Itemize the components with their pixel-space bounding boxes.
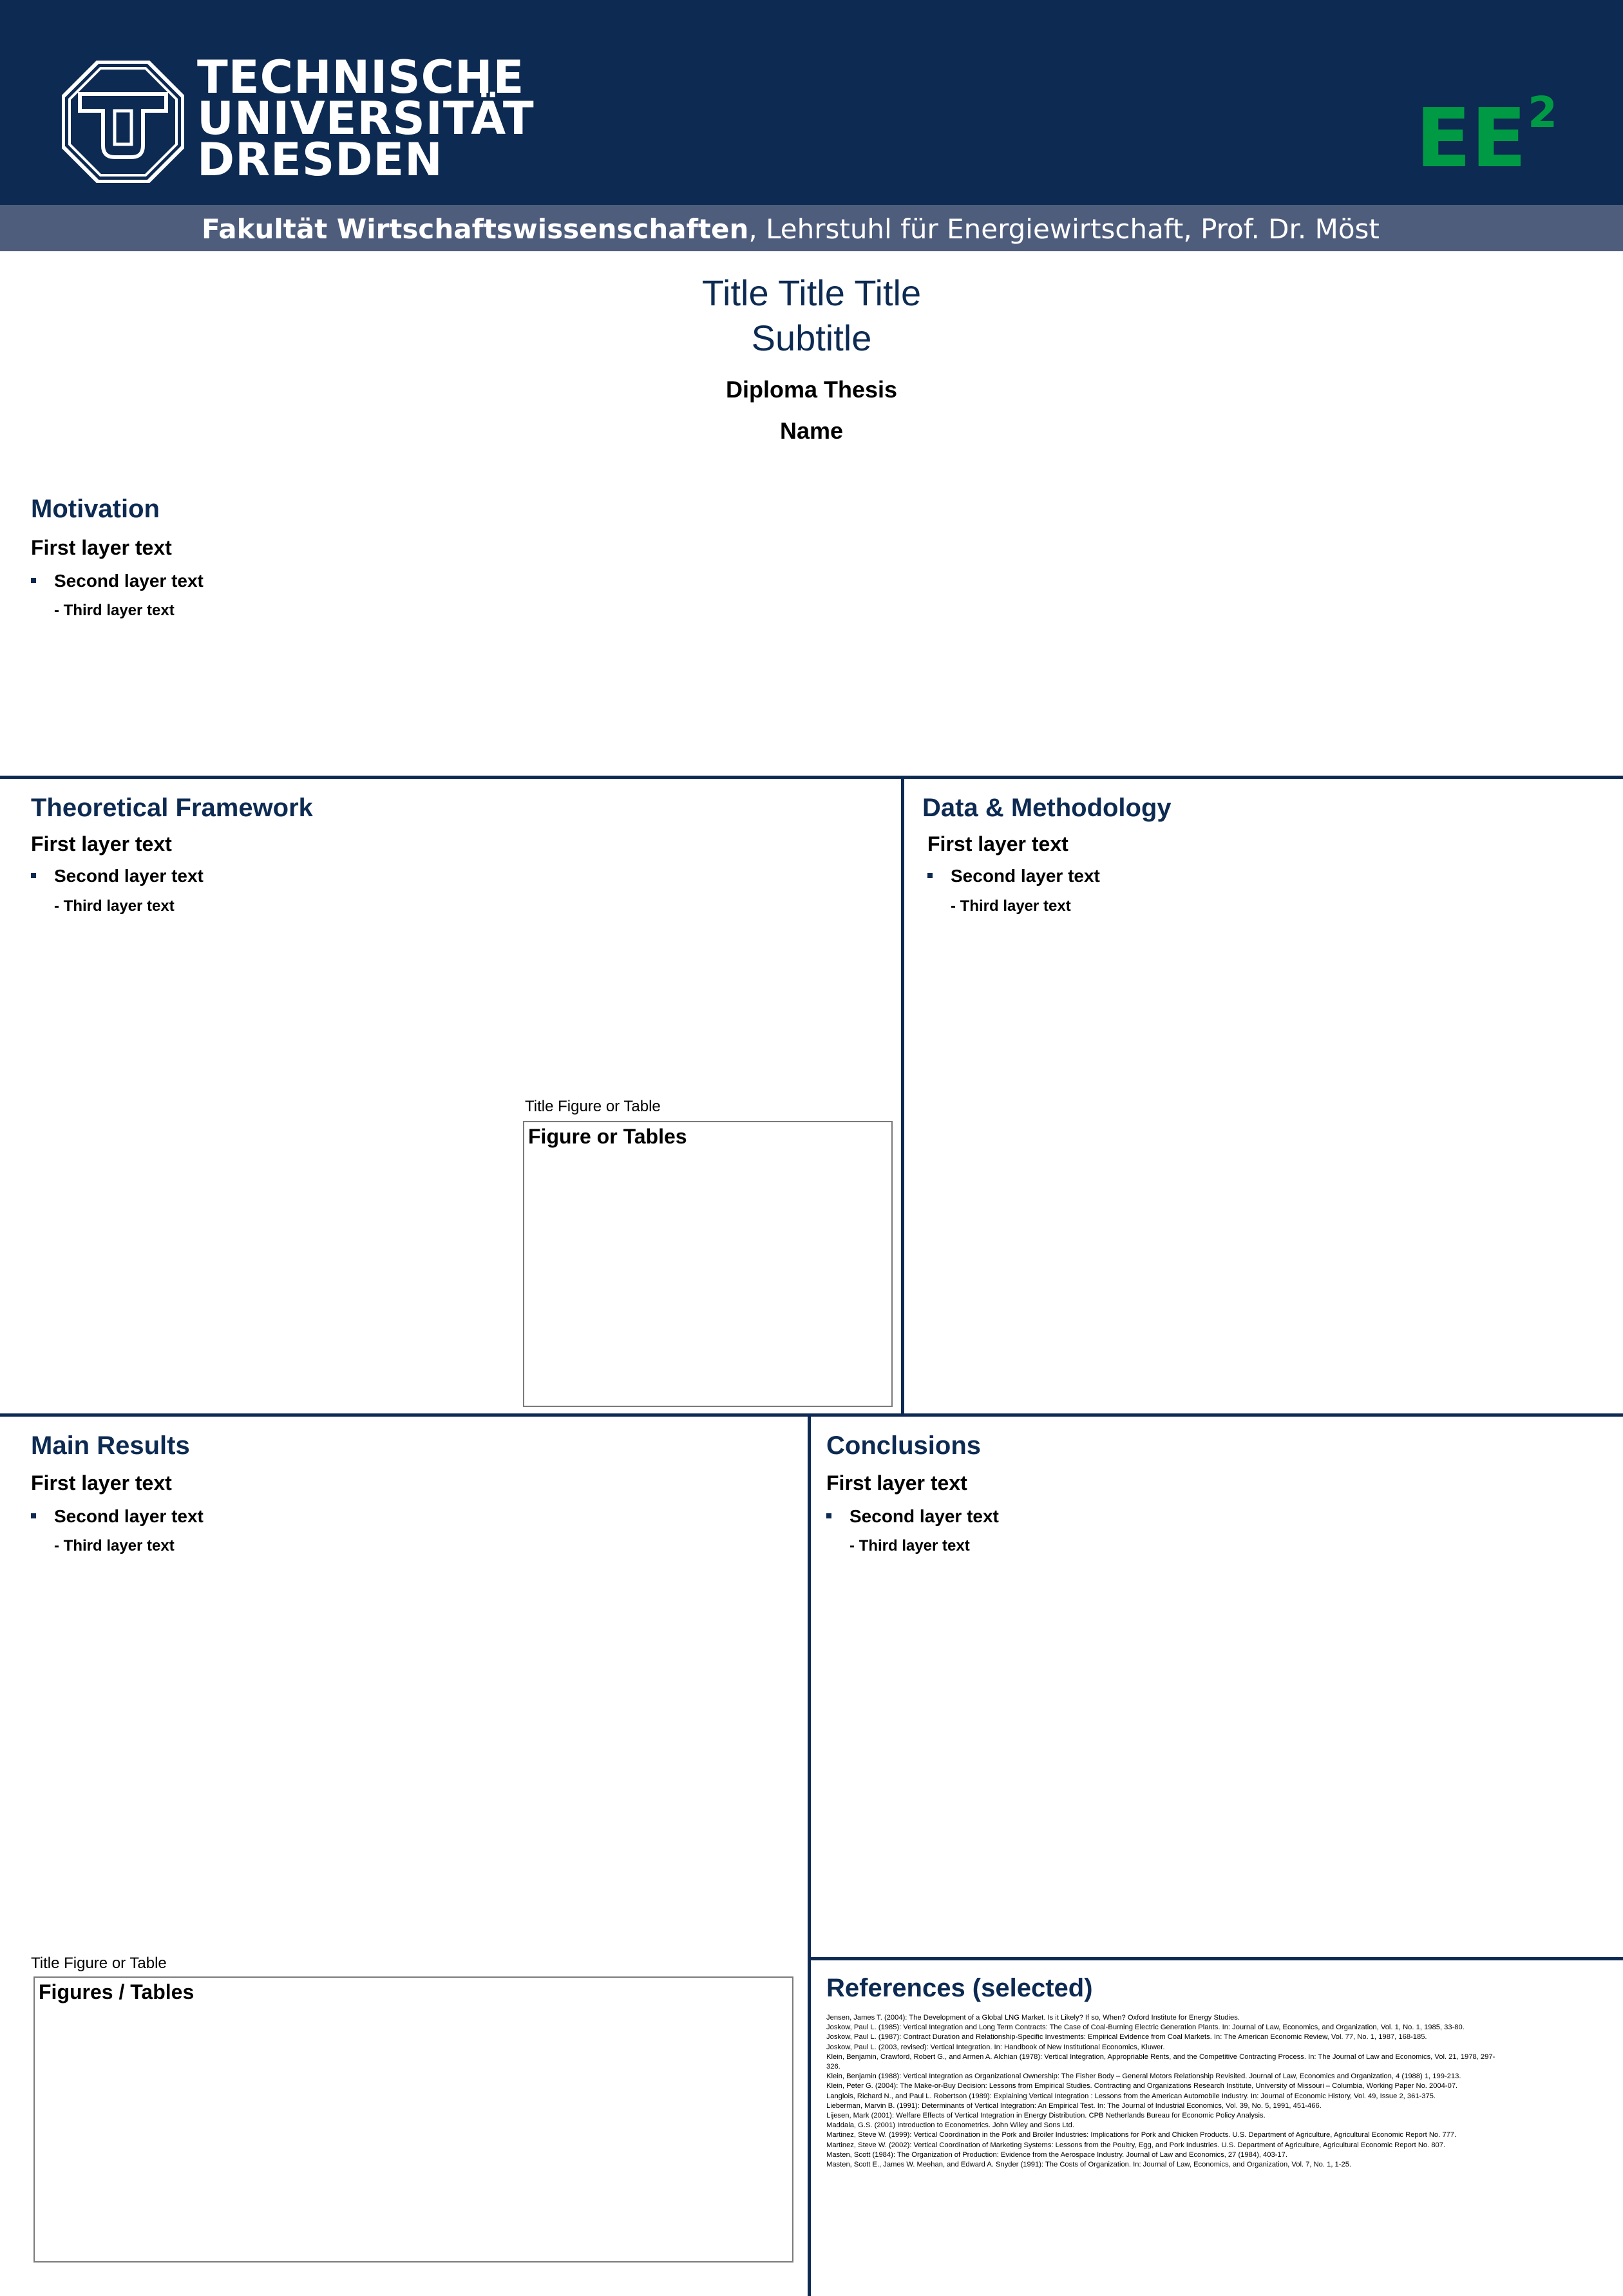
divider-horizontal-1 — [0, 776, 1623, 779]
reference-item: Joskow, Paul L. (1985): Vertical Integration and Long Term Contracts: The Case of Coal-Burning Electric Generation Plants. In: Journal of Law, Economics, and Organization, Vol. 1, No. 1, 1985, 33-80. — [826, 2023, 1465, 2032]
data-second-layer-text: Second layer text — [951, 866, 1100, 886]
bullet-icon — [31, 873, 36, 878]
reference-item: Masten, Scott E., James W. Meehan, and Edward A. Snyder (1991): The Costs of Organization. In: Journal of Law, Economics, and Organization, Vol. 7, No. 1, 1-25. — [826, 2161, 1352, 2169]
results-second-layer — [31, 1506, 204, 1527]
theory-heading: Theoretical Framework — [31, 794, 313, 822]
results-heading: Main Results — [31, 1431, 190, 1460]
references-heading: References (selected) — [826, 1974, 1093, 2002]
faculty-name: Fakultät Wirtschaftswissenschaften — [202, 213, 749, 245]
motivation-heading: Motivation — [31, 495, 160, 523]
reference-item: Lijesen, Mark (2001): Welfare Effects of Vertical Integration in Energy Distribution. CPB Netherlands Bureau for Economic Policy Analysis. — [826, 2112, 1266, 2120]
divider-vertical-1 — [901, 778, 904, 1415]
reference-item: Martinez, Steve W. (2002): Vertical Coordination of Marketing Systems: Lessons from the Poultry, Egg, and Pork Industries. U.S. Department of Agriculture, Agricultural Economic Report No. 807. — [826, 2141, 1446, 2149]
ee2-logo-superscript: 2 — [1528, 88, 1558, 137]
data-second-layer — [927, 866, 1100, 886]
divider-vertical-2 — [808, 1415, 811, 2296]
conclusions-third-layer: - Third layer text — [849, 1537, 970, 1555]
conclusions-first-layer: First layer text — [826, 1471, 967, 1495]
chair-name: , Lehrstuhl für Energiewirtschaft, Prof. Dr. Möst — [748, 213, 1380, 245]
theory-first-layer: First layer text — [31, 832, 172, 856]
reference-item: Klein, Peter G. (2004): The Make-or-Buy Decision: Lessons from Empirical Studies. Contracting and Organizations Research Institute, University of Missouri – Columbia, Working Paper No. 2004-07. — [826, 2082, 1458, 2090]
conclusions-second-layer — [826, 1506, 999, 1527]
faculty-line — [202, 213, 1380, 246]
reference-item: Masten, Scott (1984): The Organization of Production: Evidence from the Aerospace Industry. Journal of Law and Economics, 27 (1984), 403-17. — [826, 2150, 1287, 2159]
data-heading: Data & Methodology — [922, 794, 1172, 822]
data-third-layer: - Third layer text — [951, 897, 1071, 915]
theory-figure-label: Figure or Tables — [528, 1125, 687, 1148]
results-figure-title: Title Figure or Table — [31, 1955, 167, 1972]
ee2-logo-text: EE — [1416, 91, 1527, 186]
author-name: Name — [779, 417, 844, 444]
data-first-layer: First layer text — [927, 832, 1068, 856]
motivation-first-layer: First layer text — [31, 536, 172, 559]
results-figure-placeholder — [33, 1976, 793, 2263]
tu-dresden-logo-icon — [62, 61, 184, 183]
motivation-second-layer-text: Second layer text — [54, 571, 204, 591]
university-name-line-1: TECHNISCHE — [197, 51, 525, 104]
thesis-type: Diploma Thesis — [725, 376, 898, 403]
ee2-chair-logo — [1416, 84, 1558, 186]
bullet-icon — [31, 1513, 36, 1518]
reference-item: Lieberman, Marvin B. (1991): Determinants of Vertical Integration: An Empirical Test. In: The Journal of Industrial Economics, Vol. 39, No. 5, 1991, 451-466. — [826, 2101, 1322, 2110]
divider-horizontal-3 — [809, 1957, 1623, 1960]
reference-item: Joskow, Paul L. (1987): Contract Duration and Relationship-Specific Investments: Empirical Evidence from Coal Markets. In: The American Economic Review, Vol. 77, No. 1, 1987, 168-185. — [826, 2033, 1427, 2042]
reference-item: Maddala, G.S. (2001) Introduction to Econometrics. John Wiley and Sons Ltd. — [826, 2121, 1074, 2130]
results-figure-label: Figures / Tables — [39, 1980, 195, 2004]
theory-second-layer-text: Second layer text — [54, 866, 204, 886]
reference-item: Klein, Benjamin, Crawford, Robert G., and Armen A. Alchian (1978): Vertical Integration, Appropriable Rents, and the Competitive Contracting Process. In: The Journal of Law and Economics, Vol. 21, 1978, 297-326. — [826, 2052, 1495, 2071]
reference-item: Langlois, Richard N., and Paul L. Robertson (1989): Explaining Vertical Integration : Lessons from the American Automobile Industry. In: Journal of Economic History, Vol. 49, Issue 2, 361-375. — [826, 2092, 1436, 2100]
bullet-icon — [826, 1513, 831, 1518]
theory-figure-placeholder — [523, 1121, 893, 1407]
divider-horizontal-2 — [0, 1413, 1623, 1417]
results-second-layer-text: Second layer text — [54, 1506, 204, 1526]
motivation-third-layer: - Third layer text — [54, 602, 175, 619]
results-third-layer: - Third layer text — [54, 1537, 175, 1555]
title-block — [0, 271, 1623, 445]
poster-title: Title Title Title — [701, 273, 922, 313]
motivation-second-layer — [31, 571, 204, 591]
reference-item: Klein, Benjamin (1988): Vertical Integration as Organizational Ownership: The Fisher Body – General Motors Relationship Revisited. Journal of Law, Economics and Organization, 4 (1988) 1, 199-213. — [826, 2072, 1461, 2081]
bullet-icon — [927, 873, 933, 878]
theory-figure-title: Title Figure or Table — [525, 1098, 661, 1115]
reference-item: Martinez, Steve W. (1999): Vertical Coordination in the Pork and Broiler Industries: Implications for Pork and Chicken Products. U.S. Department of Agriculture, Agricultural Economic Report No. 777. — [826, 2131, 1457, 2139]
results-first-layer: First layer text — [31, 1471, 172, 1495]
conclusions-second-layer-text: Second layer text — [849, 1506, 999, 1526]
university-name-line-2: UNIVERSITÄT — [197, 92, 535, 145]
university-name-line-3: DRESDEN — [197, 133, 443, 186]
poster-subtitle: Subtitle — [751, 318, 872, 358]
theory-second-layer — [31, 866, 204, 886]
reference-item: Jensen, James T. (2004): The Development of a Global LNG Market. Is it Likely? If so, When? Oxford Institute for Energy Studies. — [826, 2014, 1240, 2022]
header-banner — [0, 0, 1623, 205]
bullet-icon — [31, 578, 36, 583]
theory-third-layer: - Third layer text — [54, 897, 175, 915]
university-name — [197, 51, 535, 186]
conclusions-heading: Conclusions — [826, 1431, 982, 1460]
reference-item: Joskow, Paul L. (2003, revised): Vertical Integration. In: Handbook of New Institutional Economics, Kluwer. — [826, 2043, 1165, 2051]
references-list — [826, 2013, 1501, 2170]
